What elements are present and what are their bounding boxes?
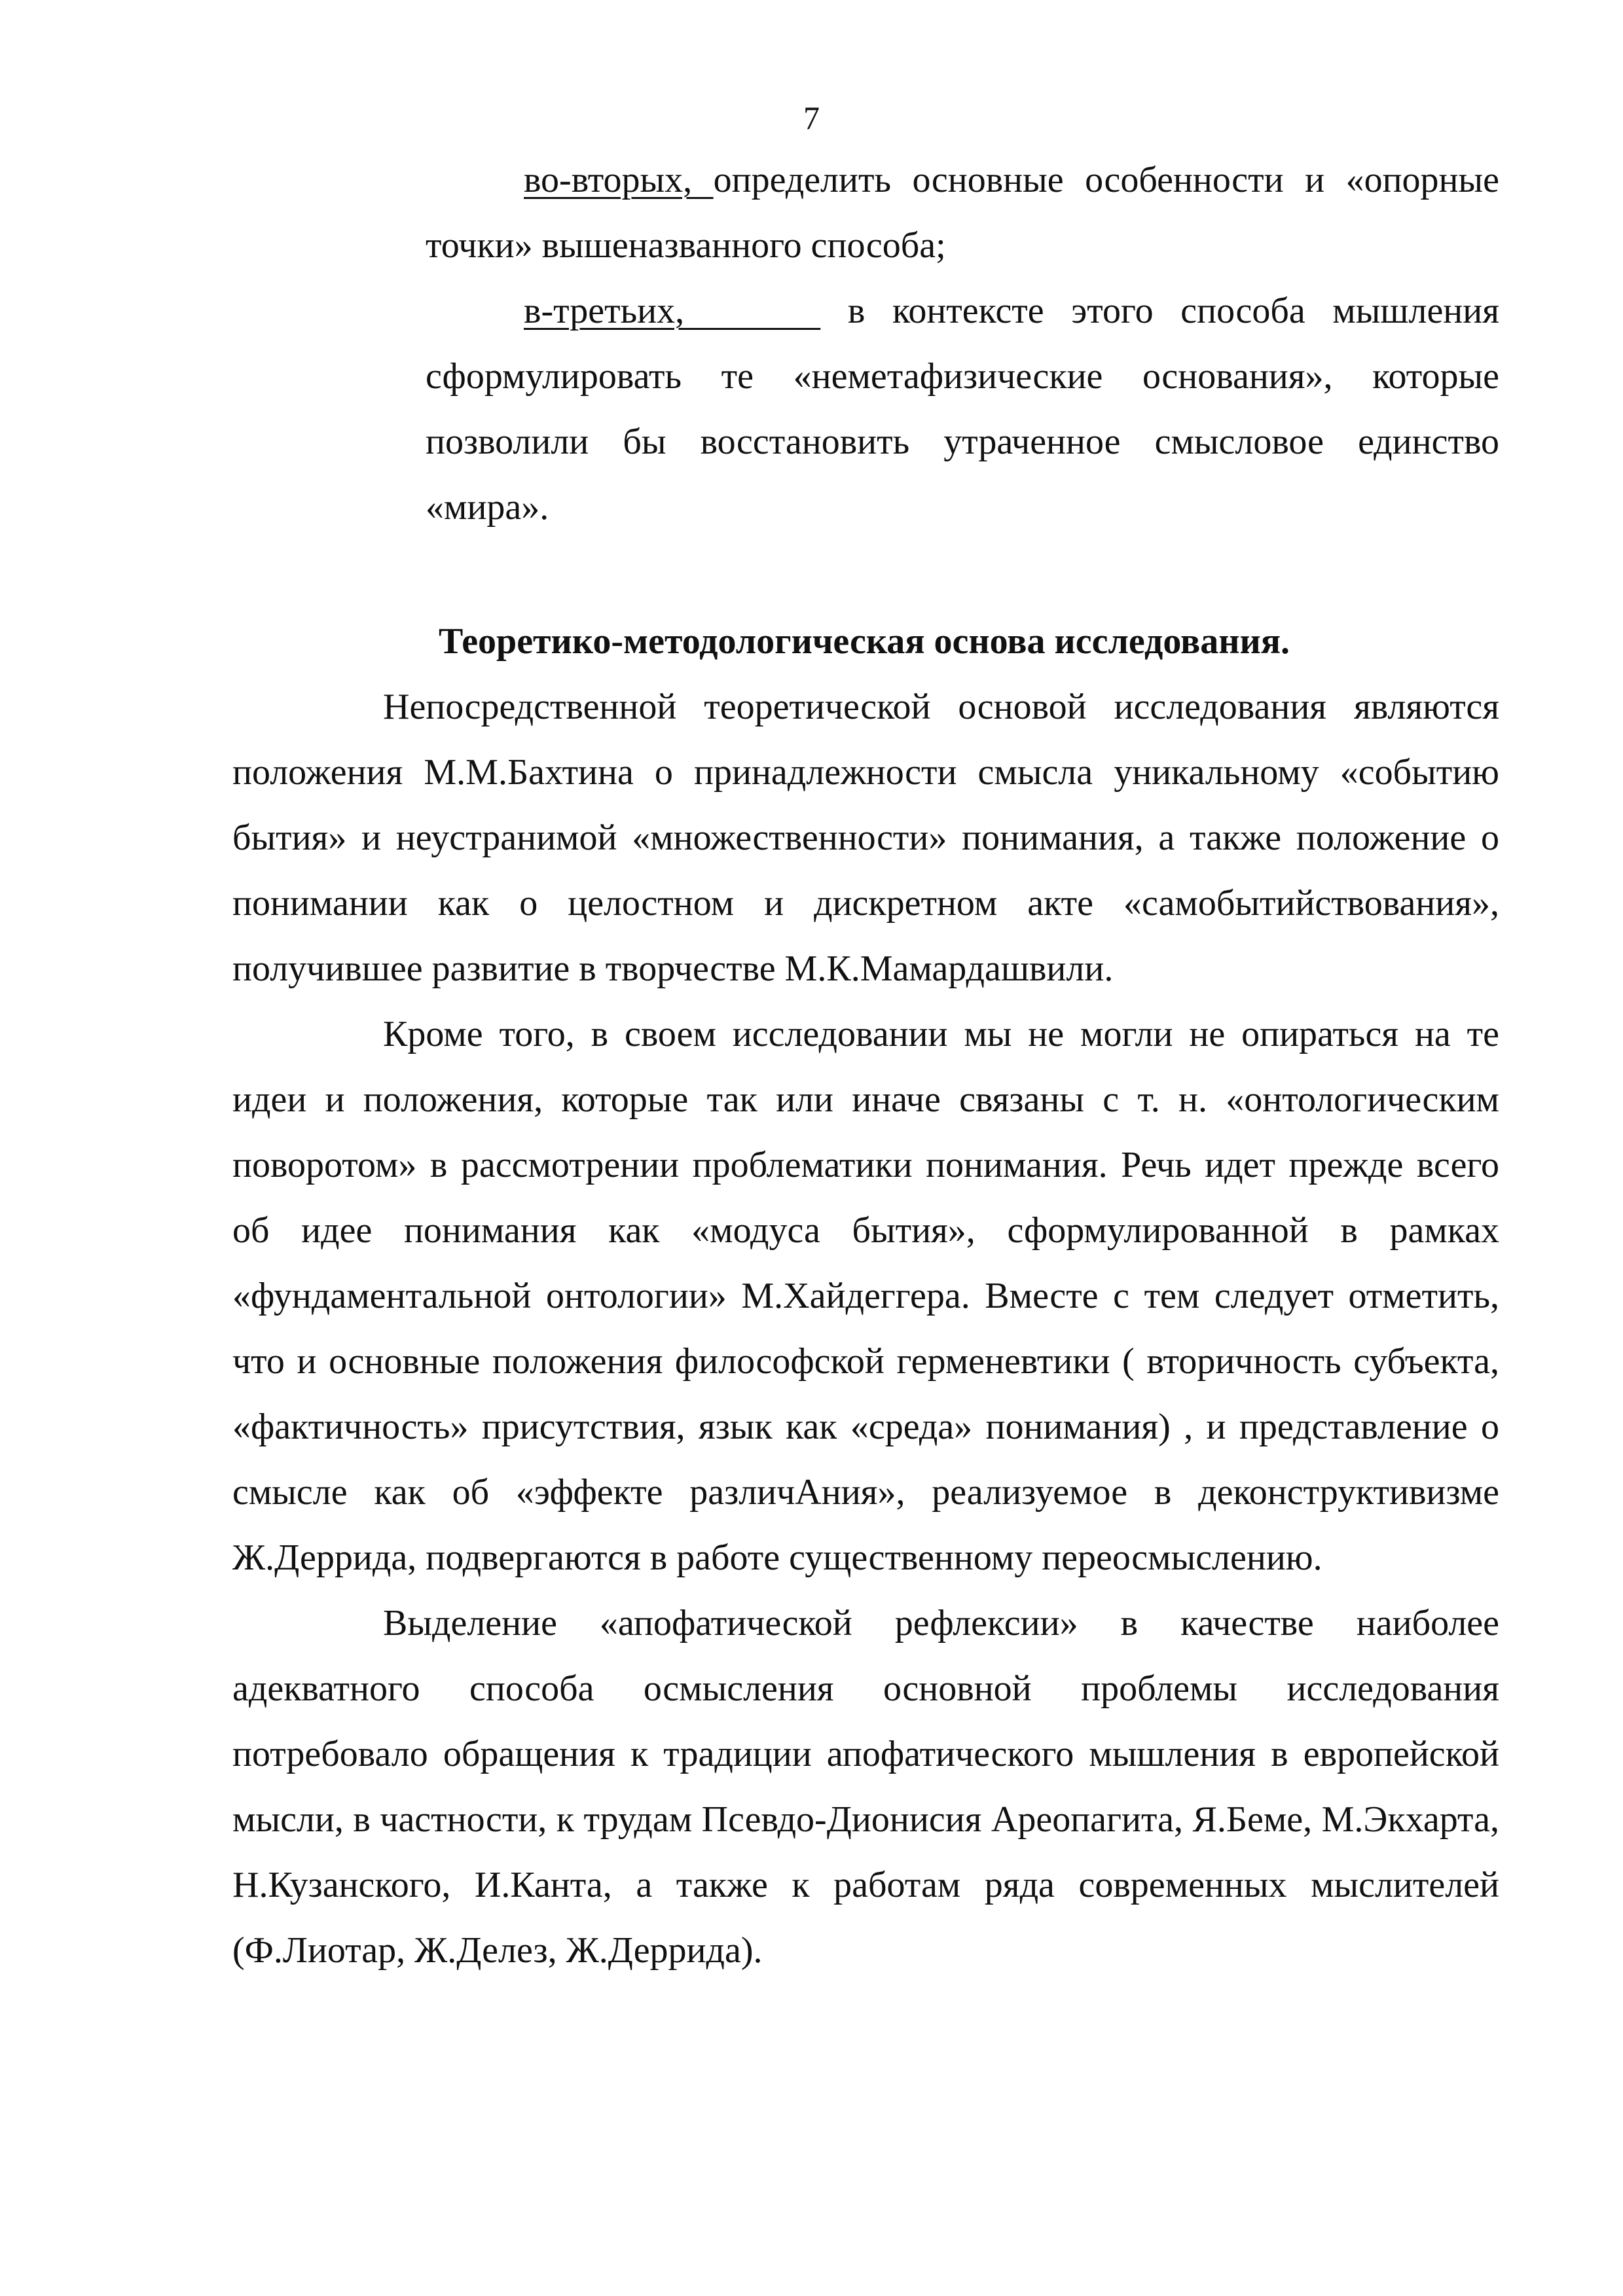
list-item-third: [426, 278, 1499, 540]
paragraph: Выделение «апофатической рефлексии» в качестве наиболее адекватного способа осмысления основной проблемы исследования потребовало обращения к традиции апофатического мышления в европейской мысли, в частности, к трудам Псевдо-Дионисия Ареопагита, Я.Беме, М.Экхарта, Н.Кузанского, И.Канта, а также к работам ряда современных мыслителей (Ф.Лиотар, Ж.Делез, Ж.Деррида).: [232, 1603, 1499, 1971]
paragraph: Кроме того, в своем исследовании мы не могли не опираться на те идеи и положения, которые так или иначе связаны с т. н. «онтологическим поворотом» в рассмотрении проблематики понимания. Речь идет прежде всего об идее понимания как «модуса бытия», сформулированной в рамках «фундаментальной онтологии» М.Хайдеггера. Вместе с тем следует отметить, что и основные положения философской герменевтики ( вторичность субъекта, «фактичность» присутствия, язык как «среда» понимания) , и представление о смысле как об «эффекте различАния», реализуемое в деконструктивизме Ж.Деррида, подвергаются в работе существенному переосмыслению.: [232, 1014, 1499, 1578]
list-item-text: в контексте этого способа мышления сформулировать те «неметафизические основания», которые позволили бы восстановить утраченное смысловое единство «мира».: [426, 291, 1499, 528]
list-item-label: во-вторых,: [524, 160, 714, 200]
list-item-text: определить основные особенности и «опорные точки» вышеназванного способа;: [426, 160, 1499, 266]
paragraph: Непосредственной теоретической основой исследования являются положения М.М.Бахтина о принадлежности смысла уникальному «событию бытия» и неустранимой «множественности» понимания, а также положение о понимании как о целостном и дискретном акте «самобытийствования», получившее развитие в творчестве М.К.Мамардашвили.: [232, 687, 1499, 989]
page-number: 7: [803, 99, 820, 136]
list-item-second: [426, 147, 1499, 278]
list-item-label: в-третьих,: [524, 291, 821, 331]
objectives-list: [426, 147, 1499, 540]
section-heading: Теоретико-методологическая основа исследования.: [438, 621, 1290, 662]
section-body: [232, 674, 1499, 1983]
